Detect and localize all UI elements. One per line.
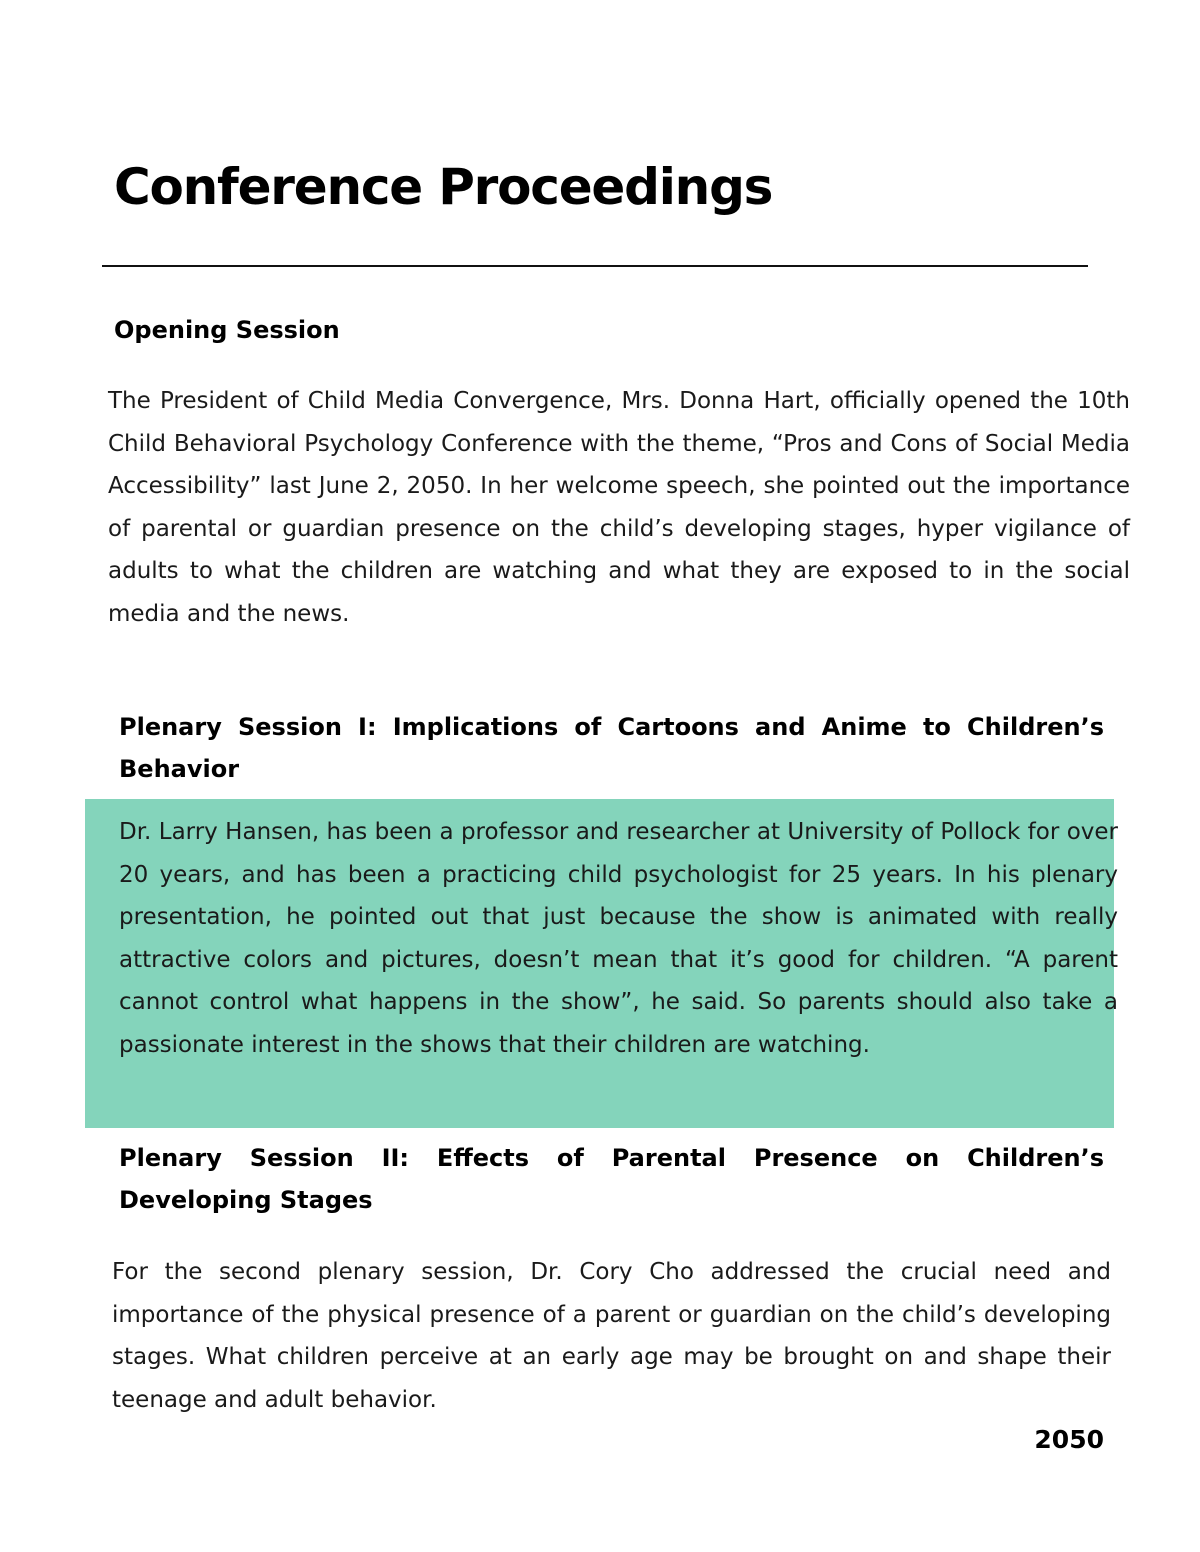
section-heading-opening: Opening Session xyxy=(114,316,340,344)
page-title: Conference Proceedings xyxy=(114,158,773,216)
section-body-plenary-2: For the second plenary session, Dr. Cory Cho addressed the crucial need and importance of the physical presence of a parent or guardian on the child’s developing stages. What children perceive at an early age may be brought on and shape their teenage and adult behavior. xyxy=(112,1259,1111,1413)
section-heading-plenary-1: Plenary Session I: Implications of Cartoons and Anime to Children’s Behavior xyxy=(119,713,1104,783)
title-divider xyxy=(102,265,1088,267)
footer-year: 2050 xyxy=(1034,1425,1104,1454)
section-body-plenary-1: Dr. Larry Hansen, has been a professor and researcher at University of Pollock for over 20 years, and has been a practicing child psychologist for 25 years. In his plenary presentation, he pointed out that just because the show is animated with really attractive colors and pictures, doesn’t mean that it’s good for children. “A parent cannot control what happens in the show”, he said. So parents should also take a passionate interest in the shows that their children are watching. xyxy=(119,819,1118,1058)
section-heading-plenary-2: Plenary Session II: Effects of Parental Presence on Children’s Developing Stages xyxy=(119,1144,1104,1214)
section-body-opening: The President of Child Media Convergence, Mrs. Donna Hart, officially opened the 10th Child Behavioral Psychology Conference with the theme, “Pros and Cons of Social Media Accessibility” last June 2, 2050. In her welcome speech, she pointed out the importance of parental or guardian presence on the child’s developing stages, hyper vigilance of adults to what the children are watching and what they are exposed to in the social media and the news. xyxy=(108,388,1130,627)
